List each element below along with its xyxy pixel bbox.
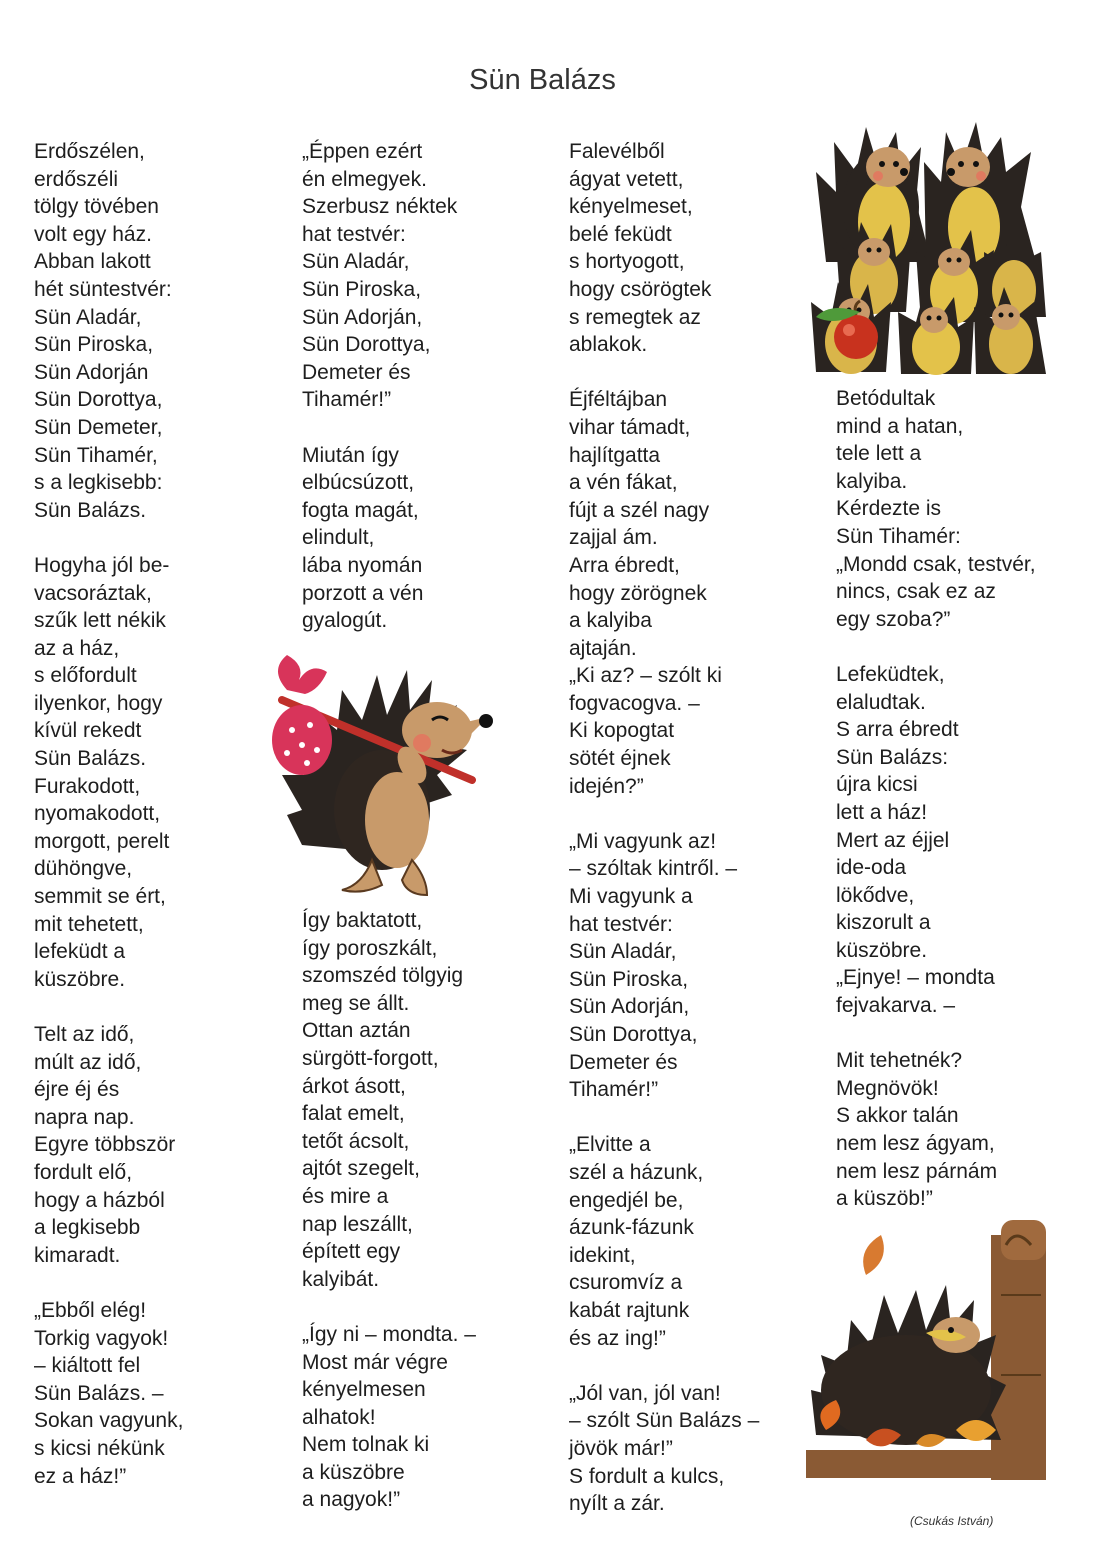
poem-line: Miután így: [302, 443, 399, 467]
poem-line: Sün Aladár,: [34, 305, 142, 329]
poem-line: Demeter és: [302, 360, 411, 384]
poem-line: „Ejnye! – mondta: [836, 966, 995, 990]
poem-line: így poroszkált,: [302, 936, 438, 960]
poem-line: Sün Dorottya,: [34, 388, 163, 412]
poem-line: „Ki az? – szólt ki: [569, 664, 722, 688]
poem-line: tölgy tövében: [34, 195, 159, 219]
poem-line: – szólt Sün Balázs –: [569, 1409, 760, 1433]
poem-line: kívül rekedt: [34, 719, 142, 743]
poem-line: fordult elő,: [34, 1160, 133, 1184]
poem-line: belé feküdt: [569, 222, 672, 246]
poem-line: Mi vagyunk a: [569, 885, 693, 909]
poem-line: s kicsi nékünk: [34, 1436, 165, 1460]
poem-line: küszöbre.: [836, 938, 928, 962]
stanza: [569, 386, 759, 800]
stanza: [34, 1297, 183, 1490]
poem-line: tetőt ácsolt,: [302, 1129, 410, 1153]
poem-line: volt egy ház.: [34, 222, 152, 246]
poem-line: engedjél be,: [569, 1188, 684, 1212]
poem-line: a küszöb!”: [836, 1187, 933, 1211]
poem-line: Így baktatott,: [302, 909, 423, 932]
poem-line: dühöngve,: [34, 857, 133, 881]
poem-line: hogy a házból: [34, 1188, 165, 1212]
poem-line: ajtaján.: [569, 636, 637, 660]
poem-line: a kalyiba: [569, 609, 652, 633]
poem-line: nem lesz párnám: [836, 1159, 998, 1183]
poem-line: porzott a vén: [302, 581, 424, 605]
poem-column-2-top: [302, 138, 457, 662]
poem-line: „Elvitte a: [569, 1133, 651, 1157]
poem-line: Éjféltájban: [569, 388, 668, 412]
poem-line: szél a házunk,: [569, 1160, 704, 1184]
hedgehog-with-bundle-icon: [272, 655, 493, 895]
poem-line: ágyat vetett,: [569, 167, 684, 191]
poem-line: tele lett a: [836, 442, 922, 466]
poem-line: s a legkisebb:: [34, 471, 163, 495]
poem-line: erdőszéli: [34, 167, 119, 191]
poem-line: Arra ébredt,: [569, 553, 680, 577]
poem-line: s remegtek az: [569, 305, 701, 329]
poem-line: Sün Piroska,: [34, 333, 154, 357]
poem-line: Ottan aztán: [302, 1019, 411, 1043]
poem-line: ide-oda: [836, 856, 907, 880]
stanza: [836, 385, 1036, 633]
stanza: [569, 138, 759, 359]
poem-line: Sün Piroska,: [569, 967, 689, 991]
poem-line: vihar támadt,: [569, 415, 691, 439]
poem-line: éjre éj és: [34, 1078, 120, 1102]
stanza: [34, 138, 183, 524]
poem-line: „Éppen ezért: [302, 140, 423, 163]
poem-line: idején?”: [569, 774, 644, 798]
poem-line: mind a hatan,: [836, 414, 964, 438]
poem-line: Sün Adorján: [34, 360, 149, 384]
poem-line: fogvacogva. –: [569, 691, 700, 715]
poem-line: Sün Tihamér:: [836, 524, 961, 548]
poem-line: ablakok.: [569, 333, 648, 357]
poem-column-3: [569, 138, 759, 1545]
poem-line: alhatok!: [302, 1405, 376, 1429]
poem-line: az a ház,: [34, 636, 120, 660]
poem-line: sürgött-forgott,: [302, 1046, 439, 1070]
poem-line: mit tehetett,: [34, 912, 144, 936]
poem-line: s hortyogott,: [569, 250, 685, 274]
stanza: [569, 1380, 759, 1518]
poem-line: Falevélből: [569, 140, 665, 163]
poem-line: Sün Aladár,: [569, 940, 677, 964]
poem-column-4: [836, 385, 1036, 1240]
poem-line: Sün Balázs.: [34, 747, 147, 771]
poem-line: Sün Balázs. –: [34, 1381, 164, 1405]
poem-line: Mert az éjjel: [836, 828, 950, 852]
poem-line: Sün Adorján,: [569, 995, 690, 1019]
poem-line: lefeküdt a: [34, 940, 126, 964]
hedgehog-doorstep-icon: [806, 1220, 1046, 1480]
poem-line: sötét éjnek: [569, 747, 671, 771]
poem-line: „Jól van, jól van!: [569, 1381, 721, 1405]
stanza: [34, 552, 183, 994]
poem-line: szűk lett nékik: [34, 609, 166, 633]
stanza: [836, 1047, 1036, 1213]
poem-line: újra kicsi: [836, 773, 918, 797]
poem-line: napra nap.: [34, 1105, 135, 1129]
poem-line: Kérdezte is: [836, 497, 942, 521]
poem-line: kalyibát.: [302, 1267, 380, 1291]
poem-line: – kiáltott fel: [34, 1354, 141, 1378]
poem-line: nap leszállt,: [302, 1212, 413, 1236]
poem-line: Tihamér!”: [302, 388, 392, 412]
poem-line: egy szoba?”: [836, 607, 951, 631]
poem-line: hat testvér:: [302, 222, 406, 246]
poem-line: és az ing!”: [569, 1326, 666, 1350]
poem-line: „Ebből elég!: [34, 1298, 147, 1322]
poem-line: ilyenkor, hogy: [34, 691, 163, 715]
poem-line: kiszorult a: [836, 911, 931, 935]
poem-line: Egyre többször: [34, 1133, 176, 1157]
stanza: [302, 907, 476, 1293]
poem-line: Sün Adorján,: [302, 305, 423, 329]
poem-line: Sün Dorottya,: [569, 1023, 698, 1046]
poem-line: nyomakodott,: [34, 802, 161, 826]
poem-line: épített egy: [302, 1240, 401, 1264]
poem-title: Sün Balázs: [469, 64, 616, 96]
poem-line: kabát rajtunk: [569, 1298, 690, 1322]
poem-line: küszöbre.: [34, 967, 126, 991]
poem-line: gyalogút.: [302, 609, 388, 633]
poem-line: hajlítgatta: [569, 443, 661, 467]
poem-line: Torkig vagyok!: [34, 1326, 169, 1350]
poem-line: S akkor talán: [836, 1104, 959, 1128]
stanza: [302, 1321, 476, 1514]
poem-line: Furakodott,: [34, 774, 141, 798]
poem-line: ajtót szegelt,: [302, 1157, 420, 1181]
poem-line: Erdőszélen,: [34, 140, 145, 163]
poem-line: meg se állt.: [302, 991, 410, 1015]
poem-line: Most már végre: [302, 1350, 448, 1374]
poem-line: „Így ni – mondta. –: [302, 1322, 476, 1346]
poem-line: múlt az idő,: [34, 1050, 142, 1074]
poem-line: a küszöbre: [302, 1460, 405, 1484]
poem-line: elindult,: [302, 526, 375, 550]
stanza: [34, 1021, 183, 1269]
stanza: [569, 828, 759, 1104]
poem-line: fújt a szél nagy: [569, 498, 710, 522]
poem-line: S arra ébredt: [836, 718, 959, 742]
poem-line: ázunk-fázunk: [569, 1216, 694, 1240]
stanza: [302, 442, 457, 635]
poem-line: Hogyha jól be-: [34, 553, 170, 577]
poem-line: Szerbusz néktek: [302, 195, 458, 219]
poem-line: kényelmesen: [302, 1378, 426, 1402]
poem-line: kalyiba.: [836, 469, 908, 493]
stanza: [302, 138, 457, 414]
poem-line: Sokan vagyunk,: [34, 1409, 184, 1433]
poem-line: hogy zörögnek: [569, 581, 707, 605]
poem-line: Sün Dorottya,: [302, 333, 431, 357]
hedgehog-walking-illustration: [262, 645, 494, 903]
poem-line: elaludtak.: [836, 690, 926, 714]
poem-line: falat emelt,: [302, 1102, 405, 1126]
poem-line: elbúcsúzott,: [302, 471, 415, 495]
poem-line: szomszéd tölgyig: [302, 964, 464, 988]
poem-line: Nem tolnak ki: [302, 1433, 430, 1457]
poem-line: Tihamér!”: [569, 1078, 659, 1102]
hedgehog-family-icon: [811, 122, 1046, 375]
author-credit: (Csukás István): [910, 1514, 994, 1528]
poem-line: nincs, csak ez az: [836, 580, 996, 604]
poem-line: Abban lakott: [34, 250, 151, 274]
poem-line: fogta magát,: [302, 498, 419, 522]
poem-line: a legkisebb: [34, 1216, 141, 1240]
poem-line: Ki kopogtat: [569, 719, 675, 743]
poem-line: Sün Demeter,: [34, 415, 163, 439]
poem-line: én elmegyek.: [302, 167, 427, 191]
poem-line: kényelmeset,: [569, 195, 693, 219]
poem-line: Sün Piroska,: [302, 277, 422, 301]
poem-line: S fordult a kulcs,: [569, 1464, 725, 1488]
poem-line: hat testvér:: [569, 912, 673, 936]
poem-line: hogy csörögtek: [569, 277, 712, 301]
hedgehog-at-door-illustration: [806, 1215, 1056, 1480]
poem-line: a vén fákat,: [569, 471, 678, 495]
poem-line: idekint,: [569, 1243, 636, 1267]
stanza: [569, 1131, 759, 1352]
poem-line: „Mondd csak, testvér,: [836, 552, 1036, 576]
poem-line: árkot ásott,: [302, 1074, 406, 1098]
poem-line: semmit se ért,: [34, 885, 166, 909]
poem-line: lába nyomán: [302, 553, 423, 577]
poem-line: Sün Balázs.: [34, 498, 147, 522]
poem-line: s előfordult: [34, 664, 137, 688]
poem-line: Lefeküdtek,: [836, 662, 945, 686]
poem-line: nem lesz ágyam,: [836, 1132, 995, 1156]
poem-line: Sün Aladár,: [302, 250, 410, 274]
poem-line: a nagyok!”: [302, 1488, 401, 1512]
poem-line: csuromvíz a: [569, 1271, 683, 1295]
poem-line: lökődve,: [836, 883, 915, 907]
poem-line: Sün Tihamér,: [34, 443, 158, 467]
poem-line: és mire a: [302, 1184, 389, 1208]
poem-line: kimaradt.: [34, 1243, 121, 1267]
poem-line: Demeter és: [569, 1050, 678, 1074]
poem-line: nyílt a zár.: [569, 1492, 665, 1516]
poem-line: hét süntestvér:: [34, 277, 172, 301]
poem-line: – szóltak kintről. –: [569, 857, 738, 881]
poem-line: Betódultak: [836, 387, 936, 410]
poem-line: zajjal ám.: [569, 526, 658, 550]
poem-line: vacsoráztak,: [34, 581, 152, 605]
poem-line: lett a ház!: [836, 800, 928, 824]
stanza: [836, 661, 1036, 1020]
poem-line: Sün Balázs:: [836, 745, 949, 769]
poem-column-2-bottom: [302, 907, 476, 1542]
poem-line: ez a ház!”: [34, 1464, 127, 1488]
poem-line: Megnövök!: [836, 1076, 939, 1100]
poem-line: jövök már!”: [569, 1436, 673, 1460]
poem-line: Telt az idő,: [34, 1023, 135, 1046]
poem-line: Mit tehetnék?: [836, 1049, 963, 1073]
poem-line: morgott, perelt: [34, 829, 170, 853]
poem-column-1: [34, 138, 183, 1518]
poem-line: fejvakarva. –: [836, 994, 956, 1018]
poem-line: „Mi vagyunk az!: [569, 829, 717, 853]
hedgehog-family-illustration: [806, 112, 1056, 377]
